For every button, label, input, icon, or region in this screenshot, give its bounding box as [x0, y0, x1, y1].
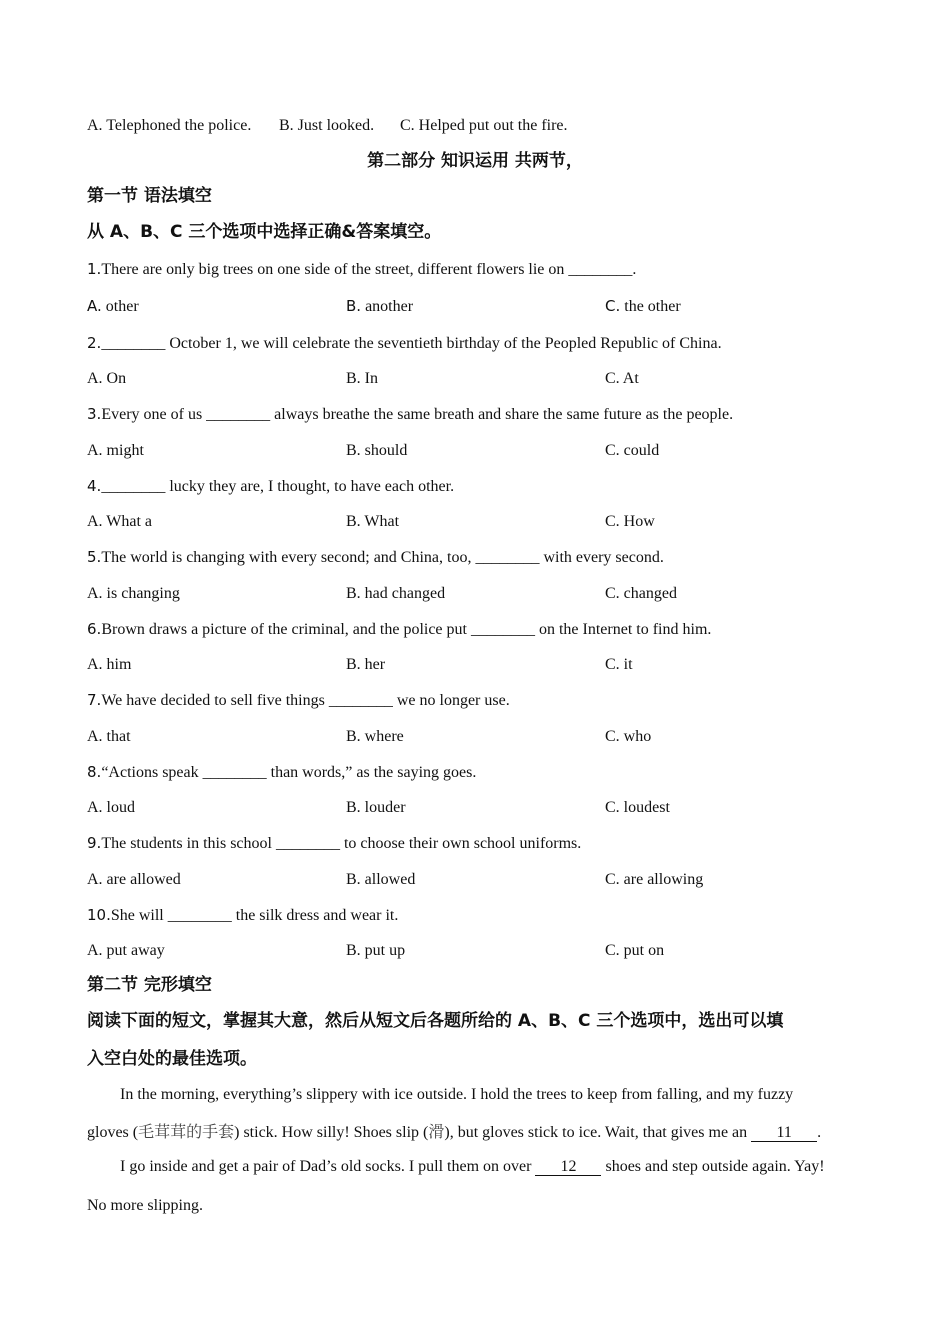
- cloze-blank-11: 11: [751, 1125, 817, 1142]
- section1-instruction: 从 A、B、C 三个选项中选择正确&答案填空。: [87, 222, 442, 242]
- question-text-after: than words,” as the saying goes.: [266, 764, 477, 781]
- question-9: [87, 833, 581, 854]
- passage-p2-line2: No more slipping.: [87, 1197, 203, 1214]
- question-3: [87, 404, 733, 425]
- question-text-after: October 1, we will celebrate the seventieth birthday of the Peopled Republic of China.: [165, 335, 722, 352]
- passage-text: ), but gloves stick to ice. Wait, that gives me an: [444, 1124, 752, 1141]
- cloze-blank-12: 12: [535, 1159, 601, 1176]
- answer-blank: ________: [167, 907, 232, 924]
- question-text-before: Brown draws a picture of the criminal, and the police put: [101, 621, 471, 638]
- question-3-option-c: C. could: [605, 442, 660, 459]
- question-2: [87, 333, 722, 354]
- question-2-option-a: A. On: [87, 370, 127, 387]
- question-8: [87, 762, 476, 783]
- answer-blank: ________: [568, 261, 633, 278]
- question-1-option-a: A. other: [87, 297, 139, 315]
- question-1-option-c: C. the other: [605, 297, 681, 315]
- question-text-before: We have decided to sell five things: [101, 692, 329, 709]
- passage-text: gloves (: [87, 1124, 139, 1141]
- section2-instruction-line1: 阅读下面的短文，掌握其大意，然后从短文后各题所给的 A、B、C 三个选项中，选出可以填: [87, 1011, 784, 1031]
- top-option-b: B. Just looked.: [279, 117, 375, 134]
- question-number: 8.: [87, 763, 102, 781]
- question-6-option-a: A. him: [87, 656, 132, 673]
- question-5-option-a: A. is changing: [87, 585, 180, 602]
- part2-title: 第二部分 知识运用 共两节，: [367, 151, 583, 171]
- question-9-option-a: A. are allowed: [87, 871, 181, 888]
- question-4-option-a: A. What a: [87, 513, 153, 530]
- answer-blank: ________: [475, 549, 540, 566]
- question-7: [87, 690, 510, 711]
- question-number: 3.: [87, 405, 102, 423]
- question-4-option-c: C. How: [605, 513, 655, 530]
- answer-blank: ________: [206, 406, 271, 423]
- question-7-option-a: A. that: [87, 728, 131, 745]
- top-option-c: C. Helped put out the fire.: [400, 117, 568, 134]
- question-7-option-c: C. who: [605, 728, 652, 745]
- answer-blank: ________: [275, 835, 340, 852]
- question-number: 5.: [87, 548, 102, 566]
- passage-text: shoes and step outside again. Yay!: [601, 1158, 825, 1175]
- answer-blank: ________: [101, 478, 166, 495]
- section1-title: 第一节 语法填空: [87, 186, 212, 206]
- question-7-option-b: B. where: [346, 728, 404, 745]
- question-text-before: “Actions speak: [101, 764, 203, 781]
- question-8-option-a: A. loud: [87, 799, 135, 816]
- question-text-after: lucky they are, I thought, to have each other.: [165, 478, 455, 495]
- question-text-before: The world is changing with every second; and China, too,: [101, 549, 476, 566]
- question-number: 2.: [87, 334, 102, 352]
- question-10: [87, 905, 398, 926]
- question-6: [87, 619, 711, 640]
- question-number: 9.: [87, 834, 102, 852]
- question-4-option-b: B. What: [346, 513, 400, 530]
- question-text-after: .: [632, 261, 637, 278]
- question-text-before: She will: [110, 907, 168, 924]
- passage-text: ) stick. How silly! Shoes slip (: [234, 1124, 429, 1141]
- question-text-after: we no longer use.: [392, 692, 510, 709]
- question-5-option-b: B. had changed: [346, 585, 446, 602]
- question-text-before: There are only big trees on one side of the street, different flowers lie on: [101, 261, 569, 278]
- section2-title: 第二节 完形填空: [87, 975, 212, 995]
- question-2-option-c: C. At: [605, 370, 639, 387]
- question-text-after: on the Internet to find him.: [534, 621, 712, 638]
- question-3-option-a: A. might: [87, 442, 144, 459]
- passage-text: I go inside and get a pair of Dad’s old socks. I pull them on over: [120, 1158, 536, 1175]
- question-text-after: with every second.: [539, 549, 664, 566]
- passage-text: .: [817, 1124, 822, 1141]
- answer-blank: ________: [470, 621, 535, 638]
- question-4: [87, 476, 454, 497]
- question-text-before: Every one of us: [101, 406, 207, 423]
- question-text-after: to choose their own school uniforms.: [339, 835, 582, 852]
- question-10-option-a: A. put away: [87, 942, 165, 959]
- passage-chinese-gloss: 毛茸茸的手套: [138, 1124, 235, 1141]
- question-text-after: the silk dress and wear it.: [231, 907, 399, 924]
- question-6-option-b: B. her: [346, 656, 386, 673]
- question-text-after: always breathe the same breath and share the same future as the people.: [270, 406, 734, 423]
- question-9-option-b: B. allowed: [346, 871, 416, 888]
- question-5-option-c: C. changed: [605, 585, 677, 602]
- passage-p1-line2: [87, 1123, 821, 1143]
- question-number: 4.: [87, 477, 102, 495]
- question-10-option-b: B. put up: [346, 942, 406, 959]
- question-6-option-c: C. it: [605, 656, 633, 673]
- answer-blank: ________: [101, 335, 166, 352]
- question-9-option-c: C. are allowing: [605, 871, 704, 888]
- question-number: 7.: [87, 691, 102, 709]
- question-1: [87, 259, 636, 280]
- question-number: 10.: [87, 906, 111, 924]
- passage-p1-line1: In the morning, everything’s slippery with ice outside. I hold the trees to keep from falling, and my fuzzy: [120, 1086, 794, 1103]
- passage-chinese-gloss: 滑: [428, 1124, 445, 1141]
- question-1-option-b: B. another: [346, 297, 414, 315]
- question-number: 1.: [87, 260, 102, 278]
- top-option-a: A. Telephoned the police.: [87, 117, 252, 134]
- question-2-option-b: B. In: [346, 370, 378, 387]
- question-8-option-c: C. loudest: [605, 799, 670, 816]
- answer-blank: ________: [328, 692, 393, 709]
- question-3-option-b: B. should: [346, 442, 408, 459]
- question-text-before: The students in this school: [101, 835, 276, 852]
- answer-blank: ________: [202, 764, 267, 781]
- question-5: [87, 547, 664, 568]
- passage-p2-line1: [120, 1157, 825, 1177]
- question-8-option-b: B. louder: [346, 799, 406, 816]
- question-number: 6.: [87, 620, 102, 638]
- question-10-option-c: C. put on: [605, 942, 665, 959]
- section2-instruction-line2: 入空白处的最佳选项。: [87, 1049, 257, 1069]
